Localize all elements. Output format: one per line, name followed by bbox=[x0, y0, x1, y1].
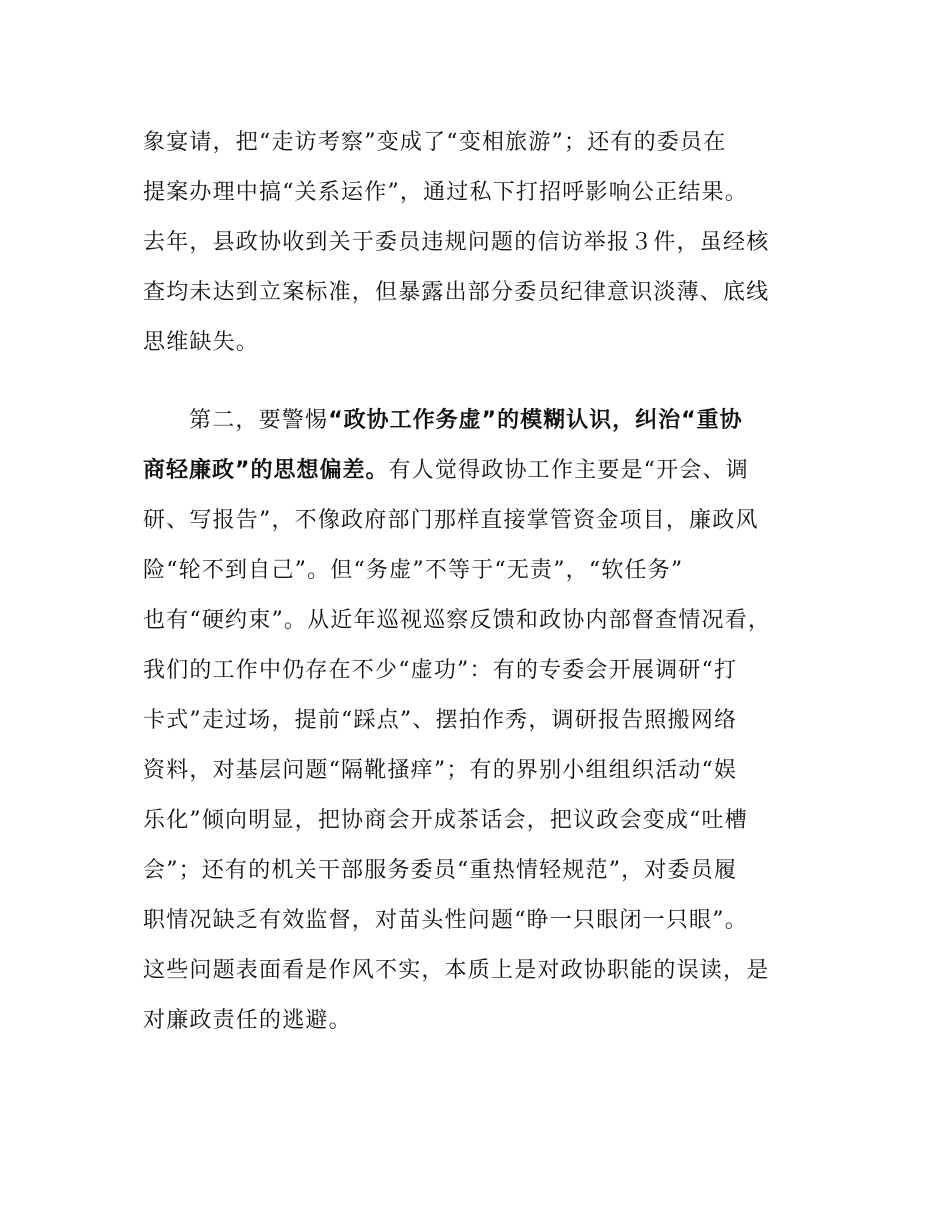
paragraph2-line-4: 险“轮不到自己”。但“务虚”不等于“无责”，“软任务” bbox=[143, 558, 684, 583]
paragraph2-line-5: 也有“硬约束”。从近年巡视巡察反馈和政协内部督查情况看， bbox=[143, 608, 772, 633]
paragraph2-prefix: 第二，要警惕 bbox=[189, 408, 329, 433]
paragraph2-heading-part2: 商轻廉政”的思想偏差。 bbox=[143, 458, 389, 483]
paragraph1-line-2: 提案办理中搞“关系运作”，通过私下打招呼影响公正结果。 bbox=[143, 180, 748, 205]
paragraph2-line-2 bbox=[143, 456, 749, 486]
paragraph2-line-11: 职情况缺乏有效监督，对苗头性问题“睁一只眼闭一只眼”。 bbox=[143, 908, 748, 933]
paragraph1-line-1: 象宴请，把“走访考察”变成了“变相旅游”；还有的委员在 bbox=[143, 130, 727, 155]
paragraph2-heading-part1: “政协工作务虚”的模糊认识，纠治“重协 bbox=[328, 408, 743, 433]
paragraph2-line-3: 研、写报告”，不像政府部门那样直接掌管资金项目，廉政风 bbox=[143, 508, 759, 533]
paragraph1-line-5: 思维缺失。 bbox=[143, 330, 260, 355]
paragraph2-line-6: 我们的工作中仍存在不少“虚功”：有的专委会开展调研“打 bbox=[143, 658, 738, 683]
paragraph2-line-10: 会”；还有的机关干部服务委员“重热情轻规范”，对委员履 bbox=[143, 858, 738, 883]
paragraph2-line-8: 资料，对基层问题“隔靴搔痒”；有的界别小组组织活动“娱 bbox=[143, 758, 738, 783]
paragraph2-line-9: 乐化”倾向明显，把协商会开成茶话会，把议政会变成“吐槽 bbox=[143, 808, 748, 833]
paragraph1-line-4: 查均未达到立案标准，但暴露出部分委员纪律意识淡薄、底线 bbox=[143, 280, 770, 305]
paragraph1-line-3: 去年，县政协收到关于委员违规问题的信访举报３件，虽经核 bbox=[143, 230, 770, 255]
paragraph2-line2-rest: 有人觉得政协工作主要是“开会、调 bbox=[388, 458, 749, 483]
paragraph2-line-13: 对廉政责任的逃避。 bbox=[143, 1008, 352, 1033]
paragraph2-line-12: 这些问题表面看是作风不实，本质上是对政协职能的误读，是 bbox=[143, 958, 770, 983]
paragraph2-line-1 bbox=[189, 406, 743, 436]
paragraph2-line-7: 卡式”走过场，提前“踩点”、摆拍作秀，调研报告照搬网络 bbox=[143, 708, 738, 733]
